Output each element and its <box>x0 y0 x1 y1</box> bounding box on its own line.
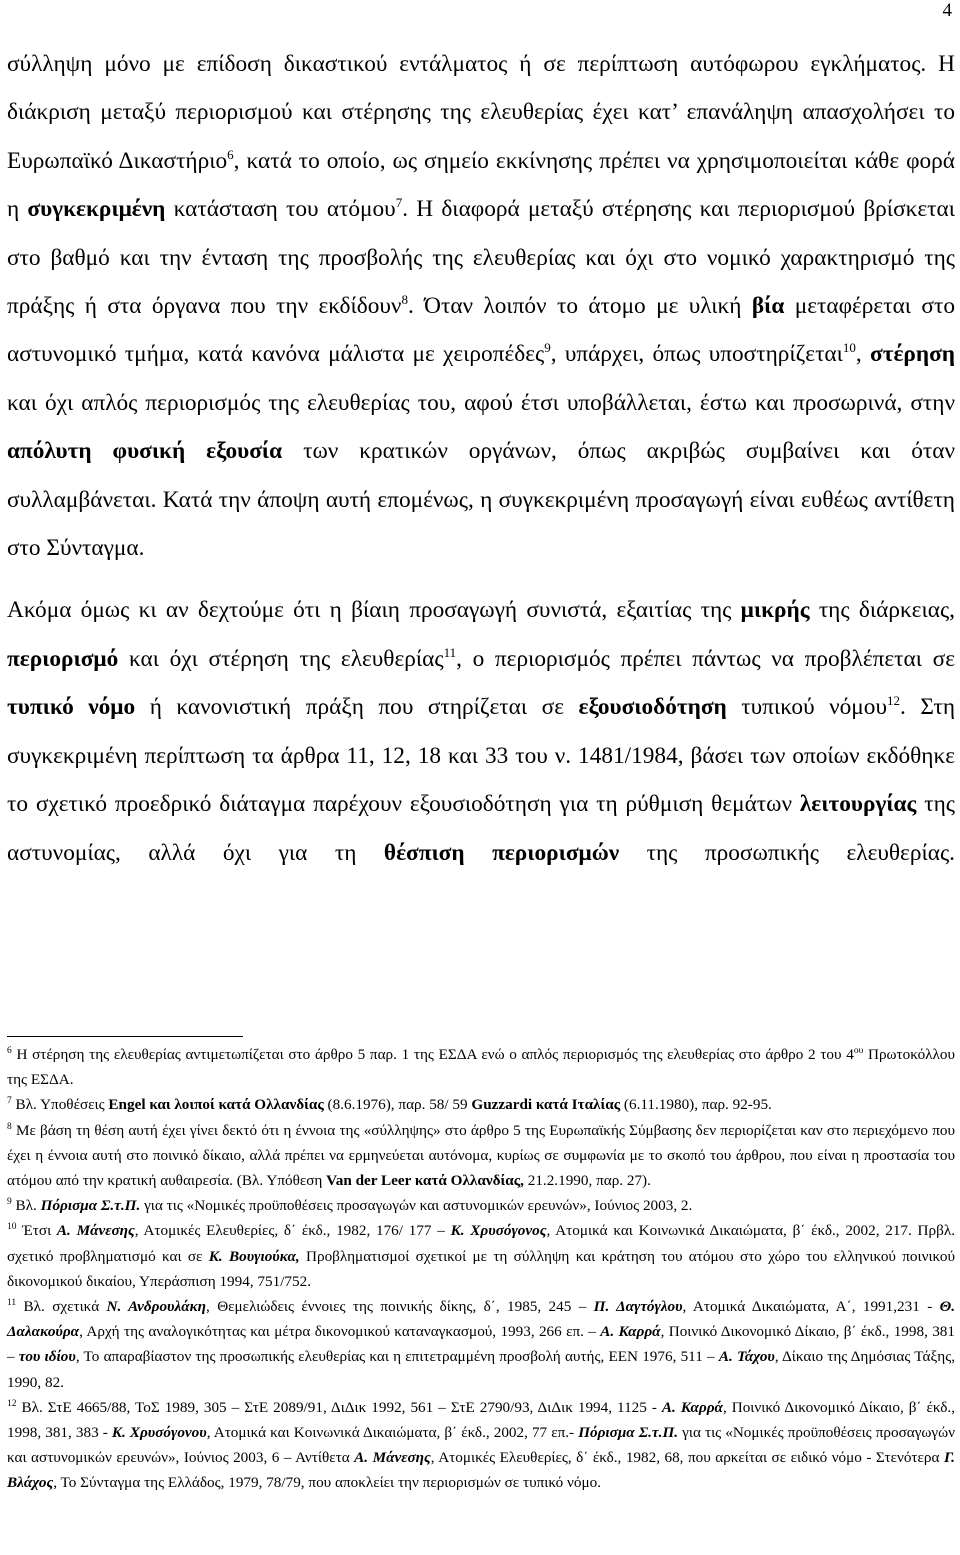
footnote-ref-7[interactable]: 7 <box>395 195 403 211</box>
footnote-bold-italic: Α. Καρρά <box>661 1398 723 1416</box>
footnote-ref-9[interactable]: 9 <box>544 340 551 356</box>
footnote-9 <box>7 1193 955 1218</box>
footnote-text: 21.2.1990, παρ. 27). <box>523 1172 651 1190</box>
paragraph-2 <box>7 586 955 876</box>
footnote-bold-italic: Κ. Βουγιούκα, <box>208 1247 300 1265</box>
footnote-text: , Ποινικό Δικονομικό Δίκαιο, β΄ έκδ., 1998, 381 – <box>7 1323 955 1366</box>
footnote-bold-italic: Α. Καρρά <box>600 1323 661 1341</box>
p1-text: . Η διαφορά μεταξύ στέρησης και περιορισμού βρίσκεται στο βαθμό και την ένταση της προσβολής της ελευθερίας και όχι στο νομικό χαρακτηρισμό της πράξης ή στα όργανα που την εκδίδουν <box>7 196 955 320</box>
footnote-text: , Θεμελιώδεις έννοιες της ποινικής δίκης, δ΄, 1985, 245 – <box>206 1298 594 1316</box>
footnote-text: Προβληματισμοί σχετικοί με τη σύλληψη και κράτηση του ατόμου στο χώρο του ελληνικού ποινικού δικονομικού δικαίου, Υπεράσπιση 1994, 751/752. <box>7 1247 955 1290</box>
footnote-bold-italic: Α. Μάνεσης <box>354 1449 431 1467</box>
footnote-12 <box>7 1395 955 1496</box>
p1-bold: συγκεκριμένη <box>27 196 166 223</box>
p1-text: . Όταν λοιπόν το άτομο με υλική <box>407 293 752 320</box>
footnote-number: 7 <box>7 1096 12 1107</box>
footnote-bold-italic: Κ. Χρυσόγονου <box>111 1424 207 1442</box>
p1-text: , υπάρχει, όπως υποστηρίζεται <box>550 341 843 368</box>
footnote-text: Βλ. ΣτΕ 4665/88, ΤοΣ 1989, 305 – ΣτΕ 2089/91, ΔιΔικ 1992, 561 – ΣτΕ 2790/93, ΔιΔικ 1994, 1125 - <box>16 1398 662 1416</box>
footnote-text: για τις «Νομικές προϋποθέσεις προσαγωγών και αστυνομικών ερευνών», Ιούνιος 2003, 6 – Αντίθετα <box>7 1424 955 1467</box>
footnote-text: , Ατομικές Ελευθερίες, δ΄ έκδ., 1982, 176/ 177 – <box>134 1222 451 1240</box>
p2-bold: θέσπιση περιορισμών <box>383 839 620 866</box>
footnote-ref-8[interactable]: 8 <box>401 292 408 308</box>
footnote-text: Βλ. σχετικά <box>16 1298 107 1316</box>
footnote-bold: Engel και λοιποί κατά Ολλανδίας <box>108 1096 324 1114</box>
footnote-text: , Ατομικά και Κοινωνικά Δικαιώματα, β΄ έκδ., 2002, 217. Πρβλ. σχετικό προβληματισμό και σε <box>7 1222 955 1265</box>
footnote-text: , Ποινικό Δικονομικό Δίκαιο, β΄ έκδ., 1998, 381, 383 - <box>7 1398 955 1442</box>
footnote-bold-italic: Κ. Χρυσόγονος <box>450 1222 547 1240</box>
footnotes <box>7 1042 955 1496</box>
footnote-text: , Δίκαιο της Δημόσιας Τάξης, 1990, 82. <box>7 1348 955 1391</box>
p2-text: της προσωπικής ελευθερίας. <box>619 839 955 866</box>
p1-text: κατάσταση του ατόμου <box>165 196 396 223</box>
p2-text: Ακόμα όμως κι αν δεχτούμε ότι η βίαιη προσαγωγή συνιστά, εξαιτίας της <box>7 597 741 624</box>
p2-text: . Στη συγκεκριμένη περίπτωση τα άρθρα 11, 12, 18 και 33 του ν. 1481/1984, βάσει των οποίων εκδόθηκε το σχετικό προεδρικό διάταγμα παρέχουν εξουσιοδότηση για τη ρύθμιση θεμάτων <box>7 694 956 818</box>
footnote-6 <box>7 1042 955 1092</box>
footnote-bold-italic: Πόρισμα Σ.τ.Π. <box>40 1197 141 1215</box>
p1-text: , <box>855 341 871 368</box>
footnote-text: , Το Σύνταγμα της Ελλάδος, 1979, 78/79, που αποκλείει την περιορισμών σε τυπικό νόμο. <box>53 1474 602 1492</box>
footnote-ref-11[interactable]: 11 <box>443 645 457 661</box>
footnote-text: Βλ. Υποθέσεις <box>11 1096 109 1114</box>
footnote-text: , Ατομικά και Κοινωνικά Δικαιώματα, β΄ έκδ., 2002, 77 επ.- <box>206 1424 579 1442</box>
ordinal-superscript: ου <box>853 1045 864 1056</box>
footnote-bold-italic: Α. Μάνεσης <box>56 1222 135 1240</box>
footnote-text: για τις «Νομικές προϋποθέσεις προσαγωγών και αστυνομικών ερευνών», Ιούνιος 2003, 2. <box>140 1197 693 1215</box>
body-text <box>7 40 955 877</box>
p1-text: και όχι απλός περιορισμός της ελευθερίας του, αφού έτσι υποβάλλεται, έστω και προσωρινά, στην <box>7 389 955 416</box>
p2-bold: μικρής <box>740 597 810 624</box>
p1-bold: βία <box>751 293 785 320</box>
footnote-number: 12 <box>7 1398 17 1409</box>
footnote-bold-italic: Θ. Δαλακούρα <box>7 1298 956 1341</box>
footnote-ref-6[interactable]: 6 <box>227 147 234 163</box>
footnote-bold: Van der Leer κατά Ολλανδίας, <box>326 1172 524 1190</box>
footnote-text: , Αρχή της αναλογικότητας και μέτρα δικονομικού καταναγκασμού, 1993, 266 επ. – <box>79 1323 601 1341</box>
footnote-text: Η στέρηση της ελευθερίας αντιμετωπίζεται στο άρθρο 5 παρ. 1 της ΕΣΔΑ ενώ ο απλός περιορισμός της ελευθερίας στο άρθρο 2 του 4 <box>11 1046 854 1063</box>
p2-text: , ο περιορισμός πρέπει πάντως να προβλέπεται σε <box>456 645 955 672</box>
p1-bold: απόλυτη φυσική εξουσία <box>7 438 283 465</box>
p2-bold: περιορισμό <box>7 645 119 672</box>
footnote-bold-italic: Ν. Ανδρουλάκη <box>106 1298 207 1316</box>
footnote-10 <box>7 1218 955 1294</box>
footnote-bold-italic: Γ. Βλάχος <box>7 1449 955 1492</box>
p1-text: σύλληψη μόνο με επίδοση δικαστικού εντάλματος ή σε περίπτωση αυτόφωρου εγκλήματος. Η διάκριση μεταξύ περιορισμού και στέρησης της ελευθερίας έχει κατ’ επανάληψη απασχολήσει το Ευρωπαϊκό Δικαστήριο <box>7 51 955 174</box>
footnote-text: , Ατομικές Ελευθερίες, δ΄ έκδ., 1982, 68, που αρκείται σε ειδικό νόμο - Στενότερα <box>430 1449 944 1467</box>
footnote-ref-10[interactable]: 10 <box>842 340 856 356</box>
footnote-bold: Guzzardi κατά Ιταλίας <box>471 1096 621 1114</box>
p2-text: και όχι στέρηση της ελευθερίας <box>118 645 444 672</box>
p1-text: των κρατικών οργάνων, όπως ακριβώς συμβαίνει και όταν συλλαμβάνεται. Κατά την άποψη αυτή επομένως, η συγκεκριμένη προσαγωγή είναι ευθέως αντίθετη στο Σύνταγμα. <box>7 438 955 562</box>
p2-text: ή κανονιστική πράξη που στηρίζεται σε <box>135 694 579 721</box>
p1-text: , κατά το οποίο, ως σημείο εκκίνησης πρέπει να χρησιμοποιείται κάθε φορά η <box>7 147 955 223</box>
footnote-text: Με βάση τη θέση αυτή έχει γίνει δεκτό ότι η έννοια της «σύλληψης» στο άρθρο 5 της Ευρωπαϊκής Σύμβασης δεν περιορίζεται καν στο περιεχόμενο που έχει η έννοια αυτή στο ποινικό δίκαιο, αλλά πρέπει να ερμηνεύεται αυτόνομα, κυρίως σε συμφωνία με το σκοπό του άρθρου, που είναι η προστασία του ατόμου από την κρατική αυθαιρεσία. (Βλ. Υπόθεση <box>7 1121 955 1190</box>
p2-bold: εξουσιοδότηση <box>578 694 727 721</box>
footnote-text: Έτσι <box>16 1222 57 1240</box>
p2-text: της διάρκειας, <box>809 597 955 624</box>
footnote-number: 11 <box>7 1297 17 1308</box>
p1-bold: στέρηση <box>870 341 955 368</box>
footnote-separator <box>7 1036 243 1037</box>
paragraph-1 <box>7 40 955 572</box>
p2-bold: λειτουργίας <box>799 791 917 818</box>
p1-text: μεταφέρεται στο αστυνομικό τμήμα, κατά κανόνα μάλιστα με χειροπέδες <box>7 293 955 368</box>
footnote-bold-italic: Πόρισμα Σ.τ.Π. <box>578 1424 679 1442</box>
footnote-bold-italic: Α. Τάχου <box>718 1348 775 1366</box>
footnote-text: Βλ. <box>11 1197 41 1215</box>
footnote-text: Πρωτοκόλλου της ΕΣΔΑ. <box>7 1046 955 1089</box>
footnote-bold-italic: Π. Δαγτόγλου <box>593 1298 683 1316</box>
footnote-number: 6 <box>7 1045 12 1056</box>
footnote-11 <box>7 1294 955 1395</box>
footnote-ref-12[interactable]: 12 <box>886 693 900 709</box>
p2-bold: τυπικό νόμο <box>7 694 136 721</box>
p2-text: τυπικού νόμου <box>726 694 887 721</box>
footnote-bold-italic: του ιδίου <box>18 1348 76 1366</box>
page-number: 4 <box>942 0 952 21</box>
footnote-text: (8.6.1976), παρ. 58/ 59 <box>323 1096 472 1114</box>
footnote-text: , Ατομικά Δικαιώματα, Α΄, 1991,231 - <box>682 1298 940 1316</box>
footnote-number: 9 <box>7 1197 12 1208</box>
footnote-text: , Το απαραβίαστον της προσωπικής ελευθερίας και η επιτετραμμένη προσβολή αυτής, ΕΕΝ 1976, 511 – <box>75 1348 719 1366</box>
footnote-text: (6.11.1980), παρ. 92-95. <box>620 1096 772 1114</box>
footnote-number: 10 <box>7 1222 17 1233</box>
p2-text: της αστυνομίας, αλλά όχι για τη <box>7 791 955 866</box>
footnote-7 <box>7 1092 955 1117</box>
footnote-8 <box>7 1118 955 1194</box>
footnote-number: 8 <box>7 1121 12 1132</box>
